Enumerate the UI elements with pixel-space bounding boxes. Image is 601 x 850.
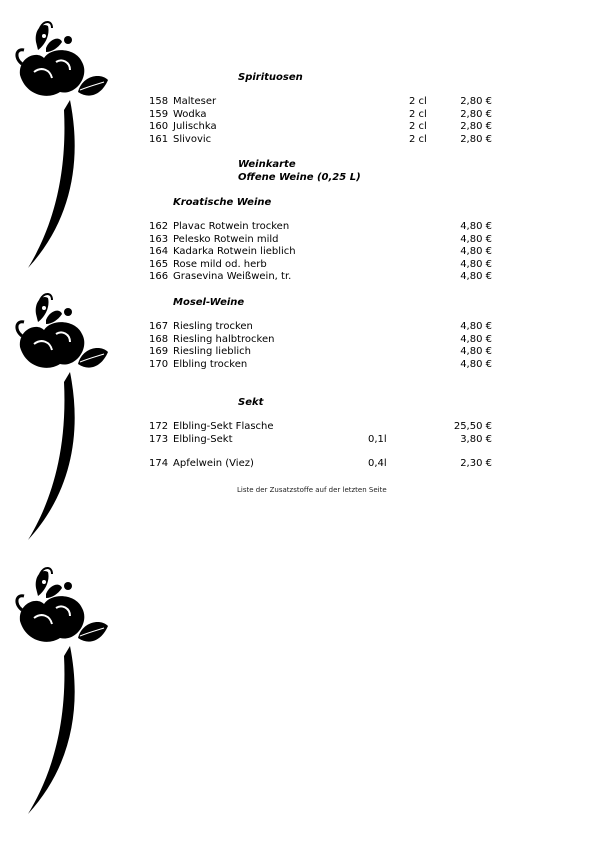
weinkarte-title: Weinkarte [238, 159, 296, 170]
item-name: Elbling-Sekt [173, 433, 233, 445]
menu-row [0, 421, 601, 434]
item-price: 4,80 € [460, 233, 492, 245]
item-number: 174 [149, 458, 169, 469]
item-quantity: 2 cl [409, 108, 427, 120]
item-price: 3,80 € [460, 433, 492, 445]
item-price: 4,80 € [460, 271, 492, 282]
item-name: Wodka [173, 108, 207, 120]
item-number: 170 [149, 358, 169, 370]
item-name: Slivovic [173, 133, 212, 145]
item-name: Grasevina Weißwein, tr. [173, 271, 292, 282]
item-price: 4,80 € [460, 346, 492, 357]
menu-row [0, 134, 601, 147]
item-name: Malteser [173, 96, 217, 107]
item-name: Riesling lieblich [173, 346, 251, 357]
weinkarte-subtitle: Offene Weine (0,25 L) [238, 172, 361, 183]
item-number: 163 [149, 233, 169, 245]
item-price: 2,30 € [460, 458, 492, 469]
menu-row [0, 109, 601, 122]
menu-row [0, 259, 601, 272]
item-number: 165 [149, 258, 169, 270]
item-price: 2,80 € [460, 108, 492, 120]
item-name: Julischka [173, 121, 217, 132]
item-price: 2,80 € [460, 121, 492, 132]
menu-row [0, 334, 601, 347]
item-price: 4,80 € [460, 258, 492, 270]
menu-row [0, 271, 601, 284]
item-price: 2,80 € [460, 96, 492, 107]
item-quantity: 0,1l [368, 433, 387, 445]
item-quantity: 2 cl [409, 96, 427, 107]
item-number: 162 [149, 221, 169, 232]
item-number: 173 [149, 433, 169, 445]
item-number: 166 [149, 271, 169, 282]
item-quantity: 0,4l [368, 458, 387, 469]
item-name: Elbling trocken [173, 358, 248, 370]
item-name: Plavac Rotwein trocken [173, 221, 290, 232]
menu-row [0, 96, 601, 109]
item-number: 169 [149, 346, 169, 357]
item-number: 172 [149, 421, 169, 432]
item-price: 4,80 € [460, 333, 492, 345]
section-title-spirituosen: Spirituosen [238, 72, 303, 83]
section-title-sekt: Sekt [238, 397, 264, 408]
item-price: 2,80 € [460, 133, 492, 145]
item-price: 4,80 € [460, 221, 492, 232]
section-title-kroatische-weine: Kroatische Weine [173, 197, 272, 208]
item-number: 160 [149, 121, 169, 132]
item-number: 168 [149, 333, 169, 345]
menu-row [0, 246, 601, 259]
item-name: Riesling halbtrocken [173, 333, 275, 345]
item-price: 25,50 € [453, 421, 492, 432]
menu-row [0, 121, 601, 134]
item-price: 4,80 € [460, 358, 492, 370]
item-name: Elbling-Sekt Flasche [173, 421, 274, 432]
menu-row [0, 458, 601, 471]
menu-row [0, 434, 601, 447]
item-quantity: 2 cl [409, 121, 427, 132]
item-number: 167 [149, 321, 169, 332]
item-number: 158 [149, 96, 169, 107]
menu-row [0, 221, 601, 234]
item-name: Rose mild od. herb [173, 258, 267, 270]
item-name: Pelesko Rotwein mild [173, 233, 279, 245]
item-number: 159 [149, 108, 169, 120]
item-name: Riesling trocken [173, 321, 253, 332]
item-quantity: 2 cl [409, 133, 427, 145]
item-number: 164 [149, 246, 169, 257]
menu-row [0, 359, 601, 372]
menu-row [0, 234, 601, 247]
item-name: Apfelwein (Viez) [173, 458, 254, 469]
item-price: 4,80 € [460, 246, 492, 257]
footnote: Liste der Zusatzstoffe auf der letzten Seite [237, 486, 387, 494]
menu-row [0, 321, 601, 334]
menu-row [0, 346, 601, 359]
item-number: 161 [149, 133, 169, 145]
item-name: Kadarka Rotwein lieblich [173, 246, 296, 257]
item-price: 4,80 € [460, 321, 492, 332]
section-title-mosel-weine: Mosel-Weine [173, 297, 245, 308]
